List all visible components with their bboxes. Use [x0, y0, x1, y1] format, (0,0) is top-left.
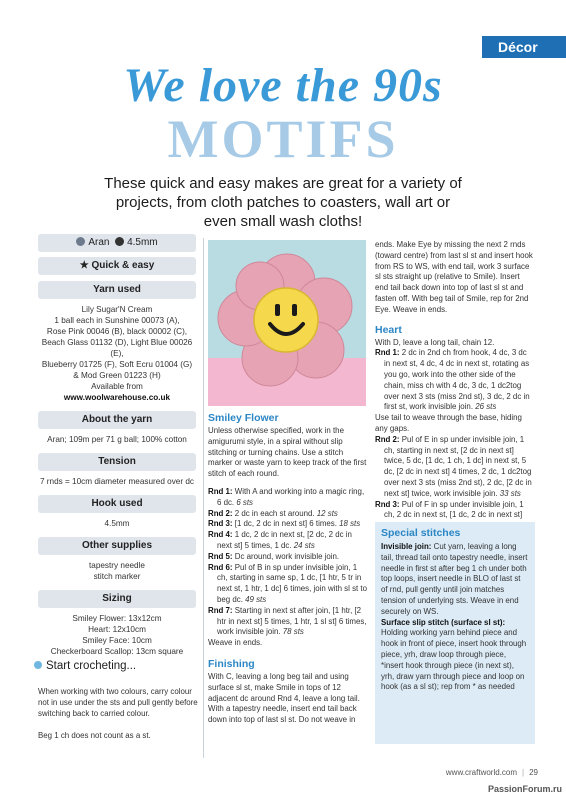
size-item: Heart: 12x10cm: [88, 625, 146, 634]
difficulty-badge: [38, 257, 196, 275]
special-stitches-heading: Special stitches: [381, 527, 461, 539]
start-paragraph-2: Beg 1 ch does not count as a st.: [38, 731, 151, 740]
intro-text: These quick and easy makes are great for a variety of projects, from cloth patches to coasters, wall art or even small wash cloths!: [104, 175, 462, 230]
other-supplies-heading: Other supplies: [38, 537, 196, 555]
size-item: Smiley Face: 10cm: [82, 636, 152, 645]
column-divider: [203, 238, 204, 758]
difficulty-label: Quick & easy: [91, 260, 155, 271]
yarn-line: 1 ball each in Sunshine 00073 (A),: [54, 316, 180, 325]
round-row: Rnd 7: Starting in next st after join, [1 htr, [2 htr in next st] 5 times, 1 htr, 1 sl st] 6 times, work invisible join. 78 sts: [208, 605, 367, 637]
round-row: Rnd 3: [1 dc, 2 dc in next st] 6 times. 18 sts: [208, 519, 361, 529]
footer-separator: |: [522, 768, 525, 777]
yarn-line: Beach Glass 01132 (D), Light Blue 00026 (E),: [41, 338, 193, 358]
sizing-text: [38, 613, 196, 657]
title-line-2: MOTIFS: [167, 109, 399, 169]
finishing-continued: ends. Make Eye by missing the next 2 rnds (toward centre) from last sl st and insert hook from RS to WS, with end tail, work 3 surface sl sts straight up (relative to Smile). Insert end tail back down into top of last sl st and fasten off. With beg tail of Smile, rep for 2nd Eye. Weave in ends.: [375, 240, 533, 314]
yarn-line: & Mod Green 01223 (H): [73, 371, 161, 380]
smiley-flower-heading: Smiley Flower: [208, 412, 279, 424]
yarn-line: Rose Pink 00046 (B), black 00002 (C),: [46, 327, 188, 336]
invisible-join-def: Invisible join: Cut yarn, leaving a long tail, thread tail onto tapestry needle, insert needle in first st after beg 1 ch under both top loops, insert needle in BLO of last st of rnd, pull gently until join matches tension of underlying sts. Weave in end securely on WS.: [381, 542, 528, 616]
smiley-flower-intro: Unless otherwise specified, work in the amigurumi style, in a spiral without slip stitching or turning chains. Use a stitch marker or waste yarn to keep track of the first stitch of each round.: [208, 426, 367, 479]
size-item: Checkerboard Scallop: 13cm square: [50, 647, 184, 656]
hook-size: 4.5mm: [127, 237, 158, 248]
tension-heading: Tension: [38, 453, 196, 471]
round-row: Rnd 1: With A and working into a magic ring, 6 dc. 6 sts: [208, 486, 365, 507]
info-column: [38, 234, 196, 665]
round-row: Rnd 3: Pul of F in sp under invisible join, 1 ch, 2 dc in next st, [1 dc, 2 dc in next st]: [375, 499, 524, 520]
finishing-text: With C, leaving a long beg tail and using surface sl st, make Smile in tops of 12 adjacent dc around Rnd 4, leave a long tail. With a tapestry needle, insert end tail back down into top of last sl st. Do not weave in: [208, 671, 360, 725]
tension-text: 7 rnds = 10cm diameter measured over dc: [39, 477, 195, 486]
yarn-ball-icon: [76, 237, 85, 246]
start-heading-label: Start crocheting...: [46, 660, 137, 672]
about-yarn-heading: About the yarn: [38, 411, 196, 429]
sizing-heading: Sizing: [38, 590, 196, 608]
site-url[interactable]: www.craftworld.com: [445, 768, 518, 777]
surface-slip-stitch-def: Surface slip stitch (surface sl st): Holding working yarn behind piece and hook in front of piece, insert hook through piece, yrh, draw loop through piece, *insert hook through piece (in next st), yrh, draw yarn through piece and loop on hook (as a sl st); rep from * as needed: [381, 617, 527, 692]
about-yarn-text: Aran; 109m per 71 g ball; 100% cotton: [47, 435, 187, 444]
title-line-1: We love the 90s: [123, 59, 443, 112]
start-paragraph-1: When working with two colours, carry colour not in use under the sts and pull gently before switching back to carried colour.: [38, 687, 198, 718]
heart-intro: With D, leave a long tail, chain 12.: [375, 337, 495, 347]
heart-heading: Heart: [375, 323, 402, 336]
special-stitches-box: [375, 522, 535, 744]
hook-used-heading: Hook used: [38, 495, 196, 513]
section-tag: Décor: [482, 36, 566, 58]
hook-icon: [115, 237, 124, 246]
round-row: Rnd 1: 2 dc in 2nd ch from hook, 4 dc, 3 dc in next st, 4 dc, 4 dc in next st, rotating as you go, work into the other side of the chain, miss ch with 4 dc, 3 dc, 1 dc2tog over next 3 sts (miss 2nd st), 3 dc, 2 dc in first st, work invisible join. 26 sts: [375, 348, 530, 412]
supplier-link[interactable]: www.woolwarehouse.co.uk: [63, 393, 171, 402]
page-number: 29: [529, 768, 538, 777]
yarn-hook-spec: [38, 234, 196, 252]
page-footer: [446, 768, 538, 777]
size-item: Smiley Flower: 13x12cm: [72, 614, 162, 623]
round-row: Rnd 2: 2 dc in each st around. 12 sts: [208, 508, 338, 518]
yarn-used-text: [38, 304, 196, 403]
round-row: Rnd 2: Pul of E in sp under invisible join, 1 ch, starting in next st, [2 dc in next st] twice, 5 dc, [1 dc, 1 ch, 1 dc] in next st, 5 dc, [2 dc in next st] 4 times, 2 dc, 1 dc2tog over next 3 sts (miss 2nd st), 2 dc, [2 dc in next st] twice, work invisible join. 33 sts: [375, 434, 532, 498]
heart-tail-note: Use tail to weave through the base, hiding any gaps.: [375, 413, 522, 433]
start-heading: [34, 660, 204, 672]
watermark: PassionForum.ru: [487, 784, 562, 794]
yarn-line: Blueberry 01725 (F), Soft Ecru 01004 (G): [41, 360, 193, 369]
smiley-flower-photo: [208, 240, 366, 406]
hook-used-text: 4.5mm: [104, 519, 130, 528]
weave-note: Weave in ends.: [208, 638, 263, 648]
finishing-heading: Finishing: [208, 657, 255, 670]
smiley-flower-illustration: [208, 240, 366, 406]
supply-item: stitch marker: [93, 572, 141, 581]
supply-item: tapestry needle: [89, 561, 145, 570]
yarn-weight: Aran: [88, 237, 110, 248]
other-supplies-text: [38, 560, 196, 582]
bullet-dot-icon: [34, 661, 42, 669]
right-column: [375, 240, 533, 521]
round-row: Rnd 4: 1 dc, 2 dc in next st, [2 dc, 2 dc in next st] 5 times, 1 dc. 24 sts: [208, 530, 352, 550]
round-row: Rnd 6: Pul of B in sp under invisible join, 1 ch, starting in same sp, 1 dc, [1 htr, 5 tr in next st, 1 htr, 1 dc] 6 times, join with sl st to beg dc. 49 sts: [208, 562, 367, 604]
round-row: Rnd 5: Dc around, work invisible join.: [208, 551, 340, 561]
yarn-line: Lily Sugar'N Cream: [81, 305, 153, 314]
star-icon: ★: [79, 260, 89, 271]
smiley-flower-section: [208, 412, 368, 726]
yarn-used-heading: Yarn used: [38, 281, 196, 299]
yarn-line: Available from: [91, 382, 143, 391]
